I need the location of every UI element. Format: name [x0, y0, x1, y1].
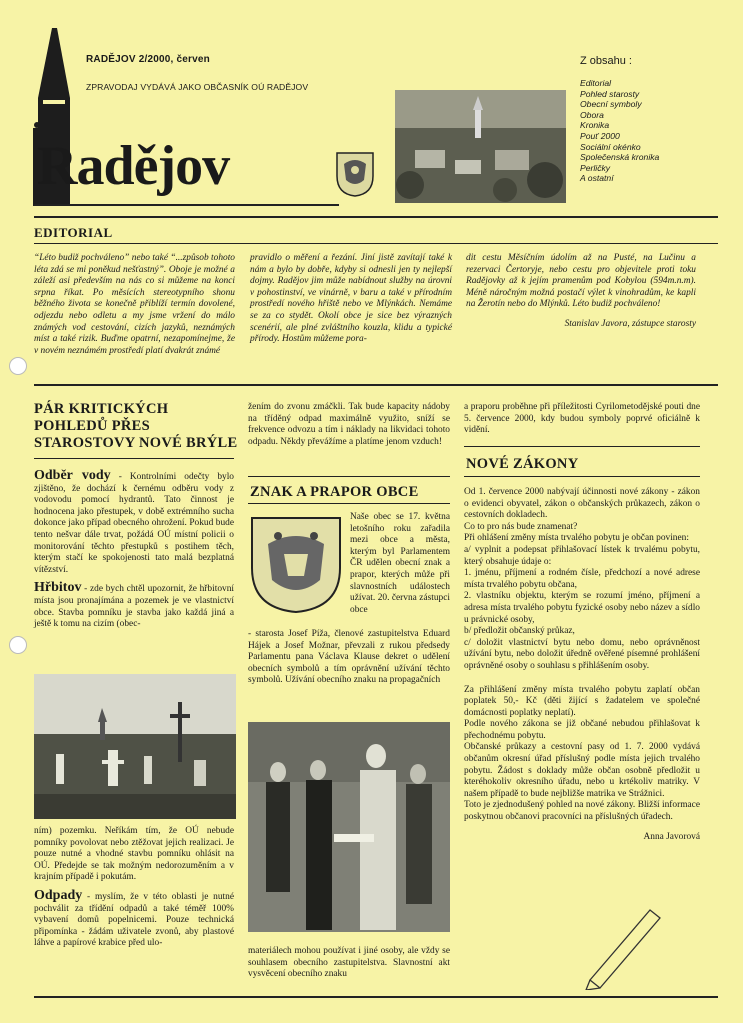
flag-article-continuation: materiálech mohou používat i jiné osoby, ale vždy se souhlasem obecního zastupitelstva. Slavnostní akt vysvěcení obecního znaku [248, 946, 450, 980]
toc-item: Kronika [580, 120, 610, 131]
critical-article-title: PÁR KRITICKÝCH POHLEDŮ PŘES STAROSTOVY NOVÉ BRÝLE [34, 401, 238, 451]
newsletter-subtitle: ZPRAVODAJ VYDÁVÁ JAKO OBČASNÍK OÚ RADĚJOV [86, 82, 309, 92]
editorial-col-3: dit cestu Měsíčním údolím až na Pusté, na Lučinu a rezervaci Čertoryje, nebo cestu pro objevitele proti toku Radějovky až k jejím pramenům pod Kobylou (594m.n.m). Méně náročným možná postačí výlet k vinohradům, ke kapli na Žerotín nebo do Mlýnků. Léto budiž pochváleno! Stanislav Javora, zástupce starosty [466, 253, 696, 329]
masthead-title: Radějov [37, 135, 230, 197]
toc-item: Společenská kronika [580, 152, 660, 163]
toc-item: Obecní symboly [580, 99, 642, 110]
punch-hole [9, 357, 27, 375]
toc-item: Editorial [580, 78, 612, 88]
coat-of-arms-icon [334, 150, 376, 198]
cemetery-photo [34, 674, 236, 819]
village-coat-of-arms [248, 514, 344, 616]
toc-item: Obora [580, 109, 604, 120]
toc-item: Sociální okénko [580, 141, 641, 152]
critical-article-body-bottom: ním) pozemku. Neříkám tím, že OÚ nebude pomníky povolovat nebo ztěžovat jejich realizaci. Je pouze nutné a vhodné stavbu pomníku ohlásit na OÚ. Předejde se tak možným nedorozuměním a v krajním případě i pokutám. Odpady - myslím, že v této oblasti je nutné pochválit za třídění odpadů a také téměř 100% vybavení domů popelnicemi. Pouze technická připomínka - žádám uživatele zvonů, aby plastové láhve a papírové krabice před ulo- [34, 826, 234, 949]
table-of-contents [580, 78, 690, 184]
waste-continuation: žením do zvonu zmáčkli. Tak bude kapacity nádoby na tříděný odpad maximálně využito, sníží se frekvence odvozu a tím i náklady na likvidaci tohoto odpadu. Někdy převážíme a platíme jenom vzduch! [248, 402, 450, 447]
flag-article-body-wide: - starosta Josef Píža, členové zastupitelstva Eduard Hájek a Josef Možnar, převzali z rukou předsedy Parlamentu pana Václava Klause dekret o udělení obecních symbolů a tím oprávnění užívání těchto symbolů. Užívání obecního znaku na propagačních [248, 629, 450, 686]
toc-item: A ostatní [580, 173, 614, 184]
toc-item: Pouť 2000 [580, 130, 620, 141]
punch-hole [9, 636, 27, 654]
flag-article-end: a praporu proběhne při příležitosti Cyrilometodějské pouti dne 5. července 2000, kdy budou symboly poprvé oficiálně k vidění. [464, 402, 700, 436]
laws-article-title: NOVÉ ZÁKONY [466, 456, 579, 472]
flag-article-body-narrow: Naše obec se 17. května letošního roku zařadila mezi obce a města, kterým byl Parlamentem ČR udělen obecní znak a prapor, kterých může při slavnostních událostech užívat. 20. června zástupci obce [350, 512, 450, 615]
flag-article-title: ZNAK A PRAPOR OBCE [250, 484, 419, 500]
editorial-col-1: “Léto budiž pochváleno” nebo také “...způsob tohoto léta zdá se mi poněkud nešťastný”. Oboje je možné a záleží asi především na nás co si můžeme na konci srpna říkat. Po měsících stereotypního shonu běžného života se konečně přiblíží termín dovolené, odjezdu nebo odletu a my jsme vržení do málo známých vod cestování, cizích jazyků, neznámých míst a také rizik. Buďme opatrní, nezapomínejme, že v novém neznámém prostředí platí dvakrát známé [34, 253, 235, 356]
issue-label: RADĚJOV 2/2000, červen [86, 54, 210, 65]
village-photo [395, 90, 566, 203]
toc-item: Pohled starosty [580, 88, 640, 99]
laws-signature: Anna Javorová [643, 831, 700, 842]
laws-article-body: Od 1. července 2000 nabývají účinnosti nové zákony - zákon o evidenci obyvatel, zákon o občanských průkazech, zákon o cestovních dokladech. Co to pro nás bude znamenat? Při ohlášení změny místa trvalého pobytu je občan povinen: a/ vyplnit a podepsat přihlašovací lístek k trvalému pobytu, který obsahuje údaje o: 1. jménu, příjmení a rodném čísle, předchozí a nové adrese místa trvalého pobytu občana, 2. vlastníku objektu, kterým se rozumí jméno, příjmení a adresa místa trvalého pobytu fyzické osoby nebo název a sídlo u právnické osoby, b/ předložit občanský průkaz, c/ doložit vlastnictví bytu nebo domu, nebo oprávněnost užívání bytu, nebo doložit úředně ověřené písemné prohlášení oprávněné osoby o souhlasu s přihlášením osoby. Za přihlášení změny místa trvalého pobytu zaplatí občan poplatek 50,- Kč (děti žijící s žadatelem ve společné domácnosti poplatky neplatí). Podle nového zákona se již občané nebudou přihlašovat k přechodnému pobytu. Občanské průkazy a cestovní pasy od 1. 7. 2000 vydává občanům okresní úřad příslušný podle místa jejich trvalého pobytu. Žádost s doklady může občan osobně předložit u kteréhokoliv okresního úřadu, nebo u krtékoliv matriky. V našem případě to bude nejbližše matrika ve Strážnici. Toto je zjednodušený pohled na nové zákony. Bližší informace poskytnou občanovi pracovníci na příslušných úřadech. Anna Javorová [464, 487, 700, 842]
toc-title: Z obsahu : [580, 55, 632, 67]
toc-item: Perličky [580, 162, 611, 173]
editorial-col-2: pravidlo o měření a řezání. Jiní jistě zavítají také k nám a bylo by dobře, kdyby si odnesli jen ty nejlepší dojmy. Radějov jim může nabídnout služby na úrovni v pohostinství, ve vinárně, v baru a také v přírodním prostředí nového hřiště nebo ve Mlýnkách. Nemáme se za co stydět. Okolí obce je sice bez výrazných scenérií, ale plné zvláštního kouzla, klidu a typické přírody. Hostům můžeme pora- [250, 253, 452, 345]
ceremony-photo [248, 722, 450, 932]
pen-icon [580, 900, 670, 990]
editorial-signature: Stanislav Javora, zástupce starosty [564, 318, 696, 329]
editorial-heading: EDITORIAL [34, 225, 113, 240]
critical-article-body-top: Odběr vody - Kontrolními odečty bylo zjištěno, že dochází k černému odběru vody z vodovodu pomocí hydrantů. Tato činnost je hodnocena jako přestupek, v době extrémního sucha dokonce jako případ obecného ohrožení. Pokud bude tento nešvar dále trvat, požádá OÚ místní policii o monitorování těchto přestupků s postihem těch, kterým stačí ke spokojenosti tato malá bezplatná vítězství. Hřbitov - zde bych chtěl upozornit, že hřbitovní místa jsou pronajímána a pozemek je ve vlastnictví obce. Stavba pomníku je stavba jako každá jiná a ještě k tomu na cizím (obec- [34, 468, 234, 630]
